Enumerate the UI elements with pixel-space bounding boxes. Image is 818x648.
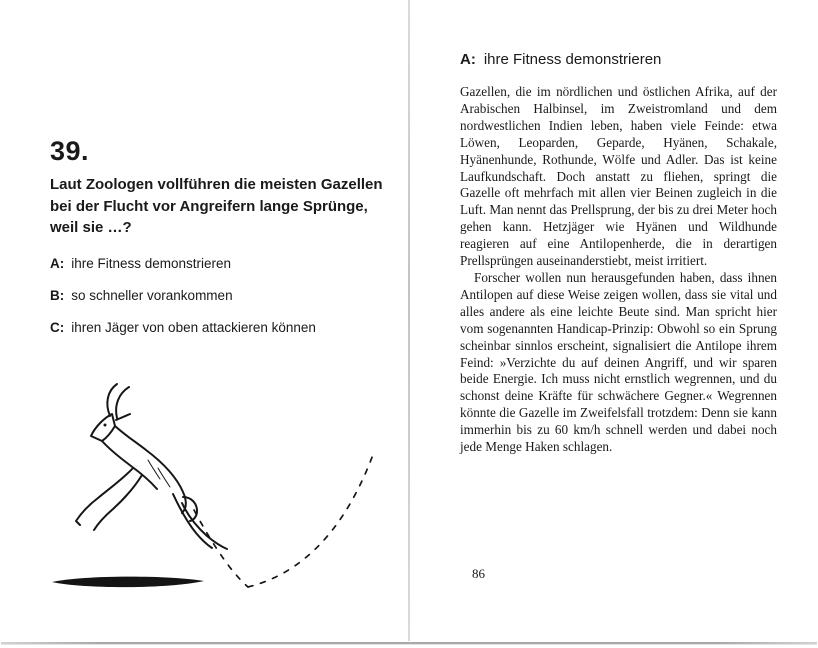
answer-paragraph-1: Gazellen, die im nördlichen und östlichen Afrika, auf der Arabischen Halbinsel, im Zweistromland und dem nordwestlichen Indien leben, haben viele Feinde: etwa Löwen, Leoparden, Geparde, Hyänen, Schakale, Hyänenhunde, Rothunde, Wölfe und Adler. Das ist keine Laufkundschaft. Doch anstatt zu fliehen, springt die Gazelle oft mehrfach mit allen vier Beinen zugleich in die Luft. Man nennt das Prellsprung, der bis zu drei Meter hoch gehen kann. Hetzjäger wie Hyänen und Wildhunde reagieren auf eine Antilopenherde, die in derartigen Prellsprüngen auseinanderstiebt, meist irritiert. [460,84,777,269]
option-b [50,288,316,303]
option-b-text: so schneller vorankommen [71,288,233,303]
ground-shadow-shape [52,577,204,588]
option-a [50,256,316,271]
answer-heading [460,51,661,68]
gazelle-figure [76,384,227,549]
answer-body [460,84,777,456]
page-number: 86 [472,566,485,581]
answer-options [50,256,316,335]
center-fold [408,0,410,641]
answer-title: ihre Fitness demonstrieren [483,51,662,68]
question-text: Laut Zoologen vollführen die meisten Gazellen bei der Flucht vor Angreifern lange Sprünge, weil sie …? [50,176,383,236]
option-b-label: B: [50,288,65,303]
bounce-trajectory [194,452,374,587]
option-c [50,320,316,335]
gazelle-illustration [36,380,398,610]
option-c-text: ihren Jäger von oben attackieren können [71,320,316,335]
option-c-label: C: [50,320,65,335]
answer-paragraph-2: Forscher wollen nun herausgefunden haben, dass ihnen Antilopen auf diese Weise zeigen wollen, dass sie vital und alles andere als eine leichte Beute sind. Man spricht hier vom sogenannten Handicap-Prinzip: Obwohl so ein Sprung scheinbar sinnlos erscheint, signalisiert die Antilope ihrem Feind: »Verzichte du auf deinen Angriff, und wir sparen beide Energie. Ich muss nicht ernstlich wegrennen, und du schonst deine Kräfte für schwächere Gegner.« Wegrennen könnte die Gazelle im Zweifelsfall trotzdem: Denn sie kann immerhin bis zu 60 km/h schnell werden und dabei noch jede Menge Haken schlagen. [460,269,777,455]
question-number: 39. [50,136,90,166]
option-a-text: ihre Fitness demonstrieren [71,256,232,271]
answer-label: A: [460,51,476,68]
book-bottom-edge [1,642,817,644]
option-a-label: A: [50,256,65,271]
